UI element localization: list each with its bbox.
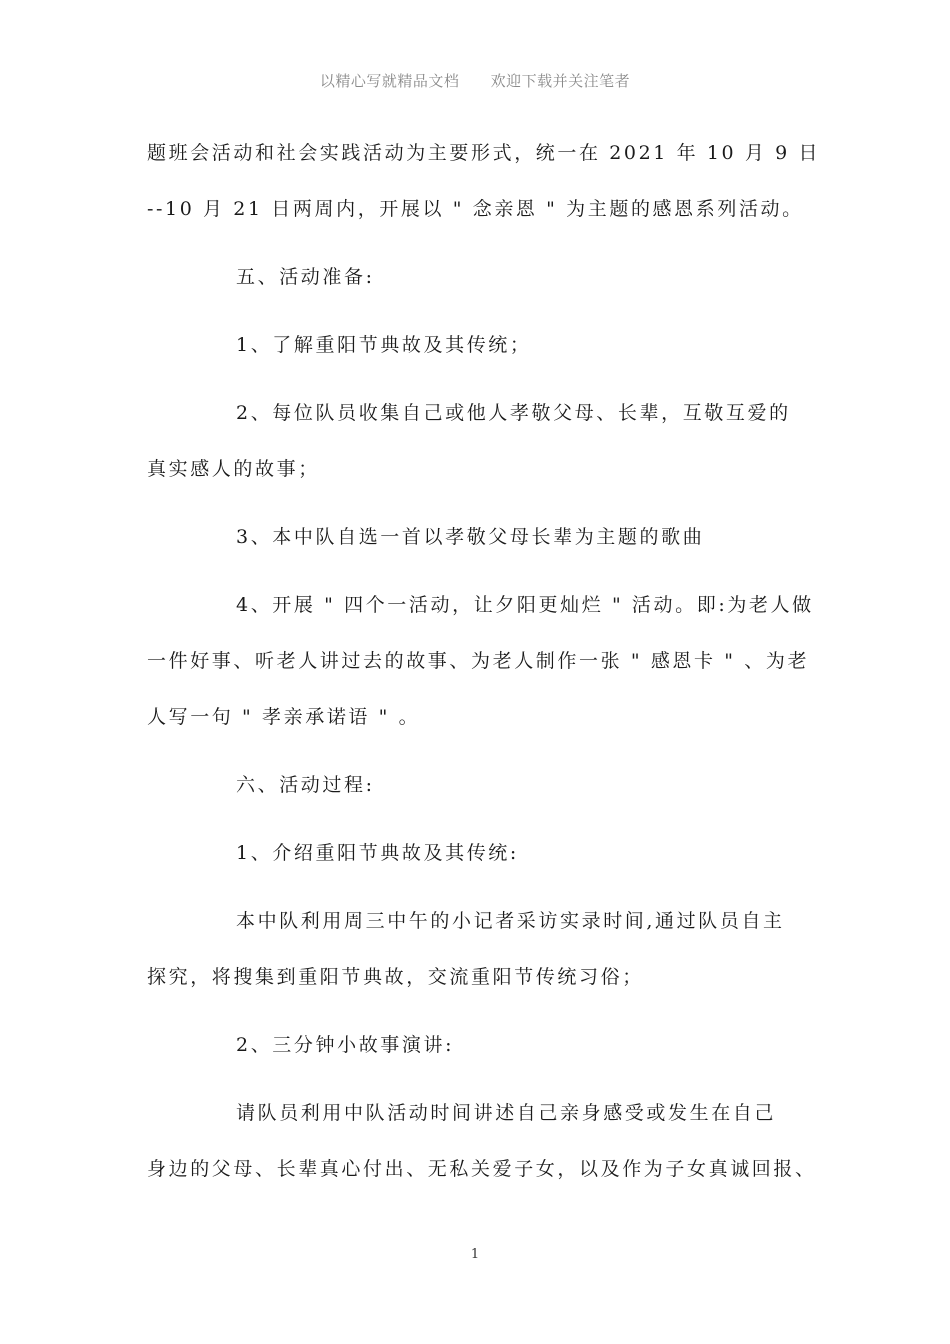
list-item: 3、本中队自选一首以孝敬父母长辈为主题的歌曲 xyxy=(236,526,705,548)
list-item: 4、开展 " 四个一活动，让夕阳更灿烂 " 活动。即:为老人做 xyxy=(236,594,814,616)
body-line: 探究，将搜集到重阳节典故，交流重阳节传统习俗； xyxy=(147,966,644,988)
page-number: 1 xyxy=(470,1247,480,1262)
document-body xyxy=(147,138,821,1184)
list-item: 2、每位队员收集自己或他人孝敬父母、长辈，互敬互爱的 xyxy=(236,402,791,424)
body-line: 本中队利用周三中午的小记者采访实录时间,通过队员自主 xyxy=(236,910,785,932)
list-item: 1、介绍重阳节典故及其传统: xyxy=(236,842,519,864)
list-item: 2、三分钟小故事演讲: xyxy=(236,1034,455,1056)
body-line: 真实感人的故事； xyxy=(147,458,320,480)
section-heading: 六、活动过程: xyxy=(236,774,375,796)
page-footer xyxy=(0,1247,950,1262)
body-line: --10 月 21 日两周内，开展以 " 念亲恩 " 为主题的感恩系列活动。 xyxy=(147,198,804,220)
body-line: 题班会活动和社会实践活动为主要形式，统一在 2021 年 10 月 9 日 xyxy=(147,142,821,164)
body-line: 一件好事、听老人讲过去的故事、为老人制作一张 " 感恩卡 " 、为老 xyxy=(147,650,810,672)
list-item: 1、了解重阳节典故及其传统； xyxy=(236,334,532,356)
body-line: 人写一句 " 孝亲承诺语 " 。 xyxy=(147,706,421,728)
header-right-text: 欢迎下载并关注笔者 xyxy=(490,72,631,90)
body-line: 请队员利用中队活动时间讲述自己亲身感受或发生在自己 xyxy=(236,1102,777,1124)
section-heading: 五、活动准备: xyxy=(236,266,375,288)
header-left-text: 以精心写就精品文档 xyxy=(319,72,460,90)
page-header xyxy=(0,70,950,91)
body-line: 身边的父母、长辈真心付出、无私关爱子女，以及作为子女真诚回报、 xyxy=(147,1158,817,1180)
